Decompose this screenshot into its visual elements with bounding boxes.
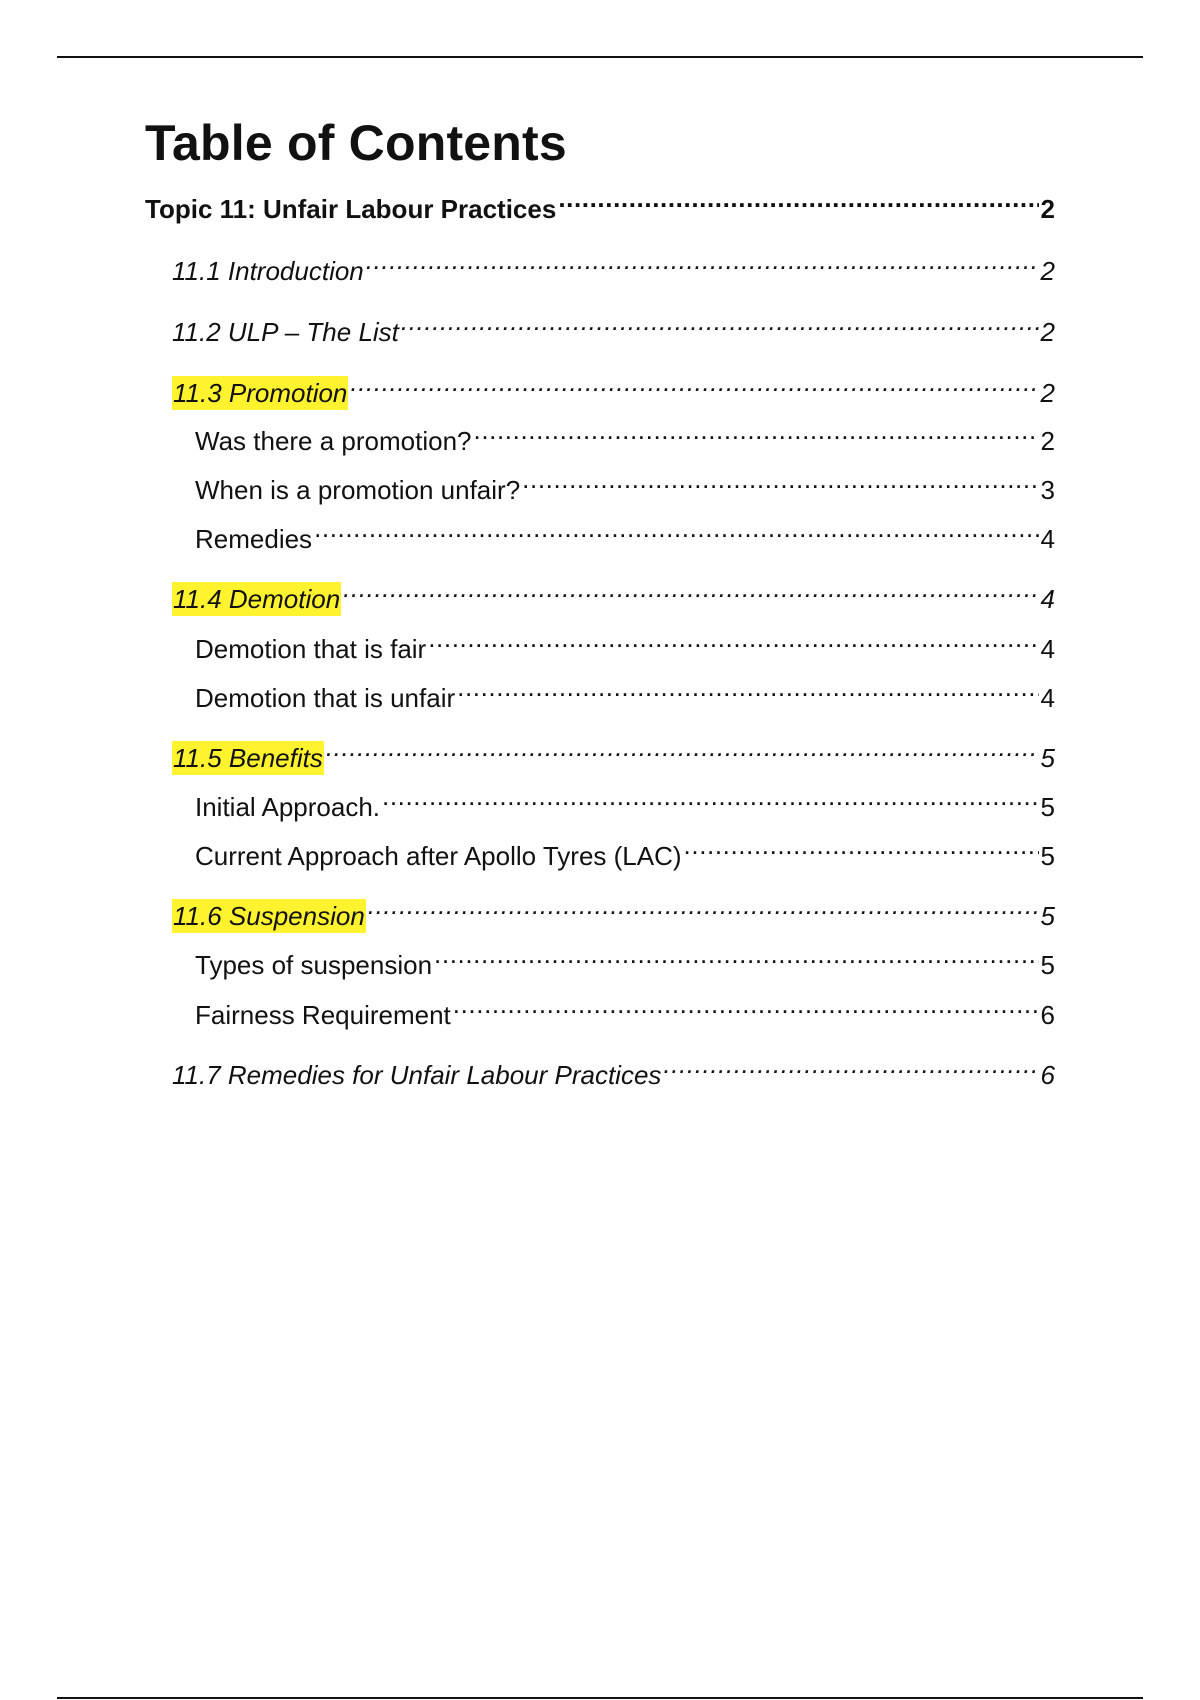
dot-leader xyxy=(457,673,1038,707)
dot-leader xyxy=(558,184,1038,218)
toc-entry-page: 5 xyxy=(1040,901,1055,931)
dot-leader xyxy=(522,465,1038,499)
toc-title: Table of Contents xyxy=(145,115,567,171)
toc-entry-page: 2 xyxy=(1040,256,1055,286)
dot-leader xyxy=(428,624,1038,658)
dot-leader xyxy=(401,307,1039,341)
toc-entry-11-1[interactable] xyxy=(145,246,1055,286)
toc-entry-label: Fairness Requirement xyxy=(195,1000,451,1030)
toc-entry-page: 4 xyxy=(1040,584,1055,614)
toc-entry-label: Initial Approach. xyxy=(195,792,381,822)
toc-entry-current-approach[interactable] xyxy=(145,831,1055,871)
dot-leader xyxy=(350,368,1038,402)
dot-leader xyxy=(368,891,1039,925)
toc-entry-demotion-fair[interactable] xyxy=(145,624,1055,664)
toc-entry-types-of-suspension[interactable] xyxy=(145,940,1055,980)
toc-entry-page: 4 xyxy=(1040,683,1055,713)
toc-entry-page: 2 xyxy=(1040,317,1055,347)
toc-entry-label: 11.5 Benefits xyxy=(173,743,323,773)
toc-entry-page: 4 xyxy=(1040,634,1055,664)
toc-entry-11-2[interactable] xyxy=(145,307,1055,347)
toc-entry-was-there-a-promotion[interactable] xyxy=(145,416,1055,456)
toc-entry-page: 2 xyxy=(1040,194,1055,224)
toc-entry-label: Was there a promotion? xyxy=(195,426,472,456)
toc-entry-topic-11[interactable] xyxy=(145,184,1055,224)
dot-leader xyxy=(382,782,1039,816)
toc-entry-when-is-promotion-unfair[interactable] xyxy=(145,465,1055,505)
toc-entry-11-4[interactable] xyxy=(145,574,1055,614)
toc-entry-label: Demotion that is fair xyxy=(195,634,427,664)
toc-entry-page: 5 xyxy=(1040,743,1055,773)
dot-leader xyxy=(326,733,1039,767)
dot-leader xyxy=(684,831,1039,865)
toc-entry-label: Topic 11: Unfair Labour Practices xyxy=(145,194,557,224)
dot-leader xyxy=(314,514,1038,548)
toc-entry-11-3[interactable] xyxy=(145,368,1055,408)
toc-entry-label: 11.6 Suspension xyxy=(173,901,365,931)
dot-leader xyxy=(366,246,1039,280)
toc-entry-label: 11.3 Promotion xyxy=(173,378,348,408)
toc-entry-label: Demotion that is unfair xyxy=(195,683,456,713)
toc-entry-label: When is a promotion unfair? xyxy=(195,475,521,505)
toc-entry-page: 4 xyxy=(1040,524,1055,554)
toc-entry-page: 2 xyxy=(1040,378,1055,408)
top-rule xyxy=(57,56,1143,58)
toc-entry-page: 5 xyxy=(1040,841,1055,871)
toc-entry-remedies[interactable] xyxy=(145,514,1055,554)
toc-entry-page: 5 xyxy=(1040,792,1055,822)
toc-entry-label: Types of suspension xyxy=(195,950,433,980)
dot-leader xyxy=(474,416,1039,450)
toc-entry-label: Current Approach after Apollo Tyres (LAC) xyxy=(195,841,682,871)
toc-entry-fairness-requirement[interactable] xyxy=(145,990,1055,1030)
toc-entry-page: 2 xyxy=(1040,426,1055,456)
toc-entry-page: 6 xyxy=(1040,1000,1055,1030)
toc-entry-label: 11.2 ULP – The List xyxy=(172,317,399,347)
toc-entry-label: 11.4 Demotion xyxy=(173,584,341,614)
bottom-rule xyxy=(57,1697,1143,1699)
dot-leader xyxy=(663,1050,1038,1084)
toc-entry-page: 3 xyxy=(1040,475,1055,505)
toc-entry-label: 11.7 Remedies for Unfair Labour Practices xyxy=(172,1060,662,1090)
toc-entry-11-6[interactable] xyxy=(145,891,1055,931)
toc-entry-page: 5 xyxy=(1040,950,1055,980)
table-of-contents xyxy=(145,108,1055,1090)
toc-entry-11-5[interactable] xyxy=(145,733,1055,773)
toc-entry-initial-approach[interactable] xyxy=(145,782,1055,822)
toc-entry-page: 6 xyxy=(1040,1060,1055,1090)
toc-entry-11-7[interactable] xyxy=(145,1050,1055,1090)
dot-leader xyxy=(434,940,1038,974)
toc-entry-demotion-unfair[interactable] xyxy=(145,673,1055,713)
dot-leader xyxy=(453,990,1039,1024)
toc-entry-label: Remedies xyxy=(195,524,313,554)
toc-entry-label: 11.1 Introduction xyxy=(172,256,364,286)
dot-leader xyxy=(343,574,1038,608)
